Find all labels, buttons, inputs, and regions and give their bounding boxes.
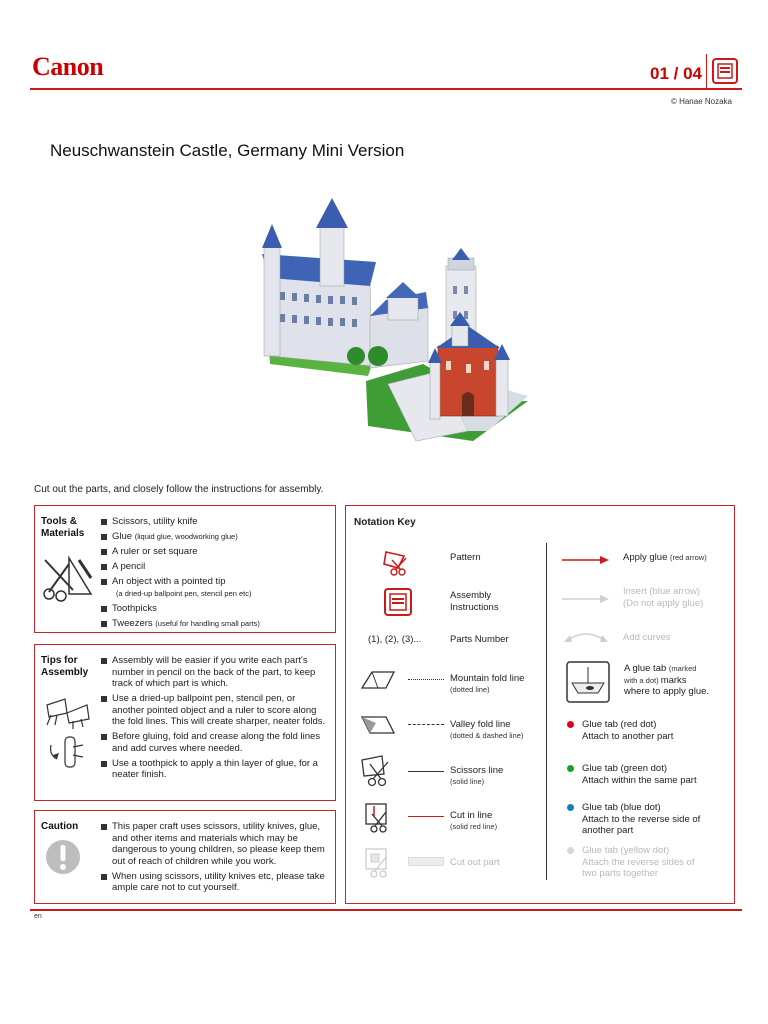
notation-key-title: Notation Key	[354, 517, 416, 528]
pattern-label: Pattern	[450, 552, 481, 563]
red-arrow-icon	[562, 552, 610, 562]
header-rule	[30, 88, 742, 90]
parts-number-label: Parts Number	[450, 634, 509, 645]
tips-title: Tips for Assembly	[41, 655, 89, 678]
intro-text: Cut out the parts, and closely follow the instructions for assembly.	[34, 484, 324, 495]
notation-divider	[546, 543, 547, 880]
list-item: A ruler or set square	[101, 546, 333, 558]
list-item: Assembly will be easier if you write each part's number in pencil on the back of the part, to keep track of which part is which.	[101, 655, 327, 690]
cut-in-label: Cut in line	[450, 810, 493, 821]
valley-fold-label: Valley fold line	[450, 719, 511, 730]
valley-fold-note: (dotted & dashed line)	[450, 731, 524, 740]
tips-assembly-box	[34, 644, 336, 801]
yellow-dot	[567, 847, 574, 854]
canon-logo: Canon	[32, 52, 104, 81]
copyright: © Hanae Nozaka	[670, 97, 732, 106]
cut-in-note: (solid red line)	[450, 822, 498, 831]
apply-glue-label: Apply glue (red arrow)	[623, 552, 707, 563]
mountain-fold-line	[408, 679, 444, 680]
list-item: Use a dried-up ballpoint pen, stencil pen, or another pointed object and a ruler to score along the fold lines. This will create sharper, neater folds.	[101, 693, 327, 728]
assembly-instructions-icon	[384, 588, 412, 616]
caution-box	[34, 810, 336, 904]
list-item: Use a toothpick to apply a thin layer of glue, for a neater finish.	[101, 758, 327, 781]
list-item: Tweezers (useful for handling small parts)	[101, 618, 333, 630]
mountain-fold-note: (dotted line)	[450, 685, 490, 694]
scissors-label: Scissors line	[450, 765, 504, 776]
pattern-icon	[382, 548, 412, 578]
exclamation-icon	[45, 839, 81, 875]
list-item: Before gluing, fold and crease along the fold lines and add curves where needed.	[101, 731, 327, 754]
yellow-dot-label: Glue tab (yellow dot) Attach the reverse sides of two parts together	[582, 845, 695, 879]
language-code: en	[34, 913, 42, 920]
list-item: When using scissors, utility knives etc, please take ample care not to cut yourself.	[101, 871, 327, 894]
valley-fold-icon	[360, 713, 396, 735]
folding-hands-icon	[43, 695, 93, 771]
valley-fold-line	[408, 724, 444, 725]
tips-list	[101, 655, 327, 784]
scissors-icon	[358, 754, 398, 788]
list-item: An object with a pointed tip (a dried-up ballpoint pen, stencil pen etc)	[101, 576, 333, 599]
blue-dot	[567, 804, 574, 811]
insert-label: Insert (blue arrow) (Do not apply glue)	[623, 586, 704, 609]
tools-list	[101, 516, 333, 633]
caution-title: Caution	[41, 821, 79, 832]
mountain-fold-icon	[360, 668, 396, 690]
green-dot-label: Glue tab (green dot) Attach within the same part	[582, 763, 697, 786]
cut-in-icon	[362, 800, 396, 834]
cut-out-swatch	[408, 857, 444, 866]
list-item: Toothpicks	[101, 603, 333, 615]
red-dot	[567, 721, 574, 728]
tools-icon	[39, 554, 95, 602]
blue-dot-label: Glue tab (blue dot) Attach to the reverse side of another part	[582, 802, 701, 836]
add-curves-label: Add curves	[623, 632, 671, 643]
green-dot	[567, 765, 574, 772]
list-item: Scissors, utility knife	[101, 516, 333, 528]
blue-arrow-icon	[562, 591, 610, 601]
cut-out-icon	[362, 845, 396, 879]
caution-list	[101, 821, 327, 897]
list-item: This paper craft uses scissors, utility knives, glue, and other items and materials which may be dangerous to young children, so please keep them out of reach of children while you work.	[101, 821, 327, 867]
scissors-note: (solid line)	[450, 777, 485, 786]
cut-out-label: Cut out part	[450, 857, 500, 868]
document-page-icon	[712, 58, 738, 84]
castle-illustration	[258, 196, 558, 446]
assembly-label: Assembly Instructions	[450, 590, 499, 613]
tools-materials-box	[34, 505, 336, 633]
tools-title: Tools & Materials	[41, 516, 85, 539]
footer-rule	[30, 909, 742, 911]
glue-tab-label: A glue tab (marked with a dot) marks where to apply glue.	[624, 663, 710, 697]
mountain-fold-label: Mountain fold line	[450, 673, 525, 684]
parts-symbol: (1), (2), (3)...	[368, 634, 422, 645]
page-title: Neuschwanstein Castle, Germany Mini Version	[50, 141, 405, 160]
page-indicator: 01 / 04	[650, 64, 702, 83]
glue-tab-icon	[566, 661, 610, 703]
scissors-line	[408, 771, 444, 772]
curve-arrow-icon	[562, 628, 610, 644]
cut-in-line	[408, 816, 444, 817]
red-dot-label: Glue tab (red dot) Attach to another part	[582, 719, 674, 742]
header-separator	[706, 54, 707, 90]
list-item: Glue (liquid glue, woodworking glue)	[101, 531, 333, 543]
list-item: A pencil	[101, 561, 333, 573]
